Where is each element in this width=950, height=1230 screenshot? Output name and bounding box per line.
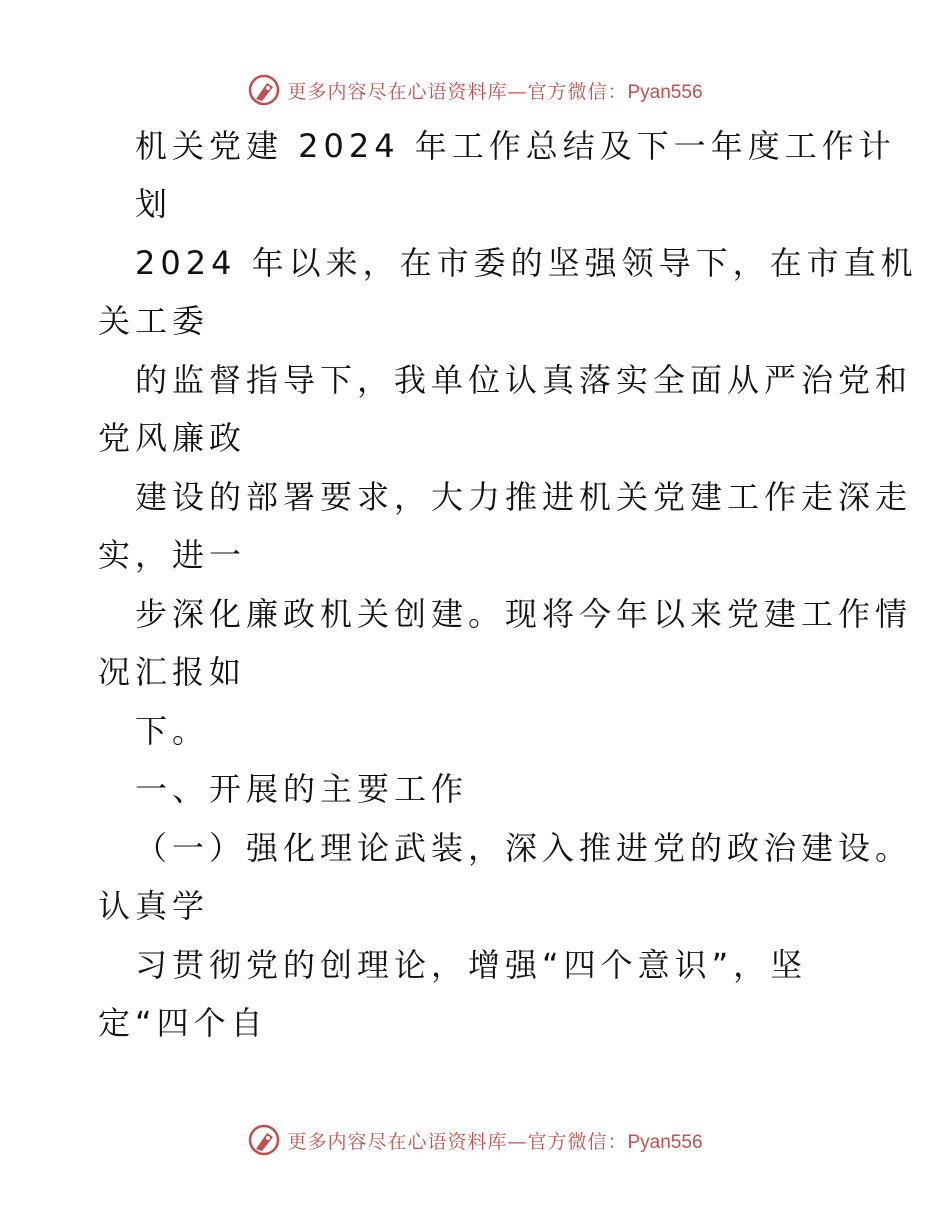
footer-watermark	[0, 1120, 950, 1160]
paragraph-line: 的监督指导下，我单位认真落实全面从严治党和	[135, 361, 913, 399]
paragraph-line: 况汇报如	[98, 653, 247, 691]
paragraph-line: 认真学	[98, 887, 210, 925]
paragraph-line: 2024 年以来，在市委的坚强领导下，在市直机	[135, 244, 918, 282]
paragraph-line: 步深化廉政机关创建。现将今年以来党建工作情	[135, 595, 913, 633]
document-title-line-1: 机关党建 2024 年工作总结及下一年度工作计	[135, 127, 896, 165]
watermark-text: 更多内容尽在心语资料库—官方微信：Pyan556	[287, 80, 703, 103]
section-heading: 一、开展的主要工作	[135, 770, 469, 808]
paragraph-line: 建设的部署要求，大力推进机关党建工作走深走	[135, 478, 913, 516]
paragraph-line: 党风廉政	[98, 419, 247, 457]
paragraph-line: 定“四个自	[98, 1004, 268, 1042]
paragraph-line: 习贯彻党的创理论，增强“四个意识”，坚	[135, 946, 808, 984]
watermark-text: 更多内容尽在心语资料库—官方微信：Pyan556	[287, 1130, 703, 1153]
paragraph-line: 关工委	[98, 302, 210, 340]
paragraph-line: 实，进一	[98, 536, 247, 574]
pen-nib-logo-icon	[247, 1123, 281, 1157]
document-title-line-2: 划	[135, 185, 173, 223]
subsection-heading: （一）强化理论武装，深入推进党的政治建设。	[135, 829, 913, 867]
paragraph-line: 下。	[135, 712, 210, 750]
